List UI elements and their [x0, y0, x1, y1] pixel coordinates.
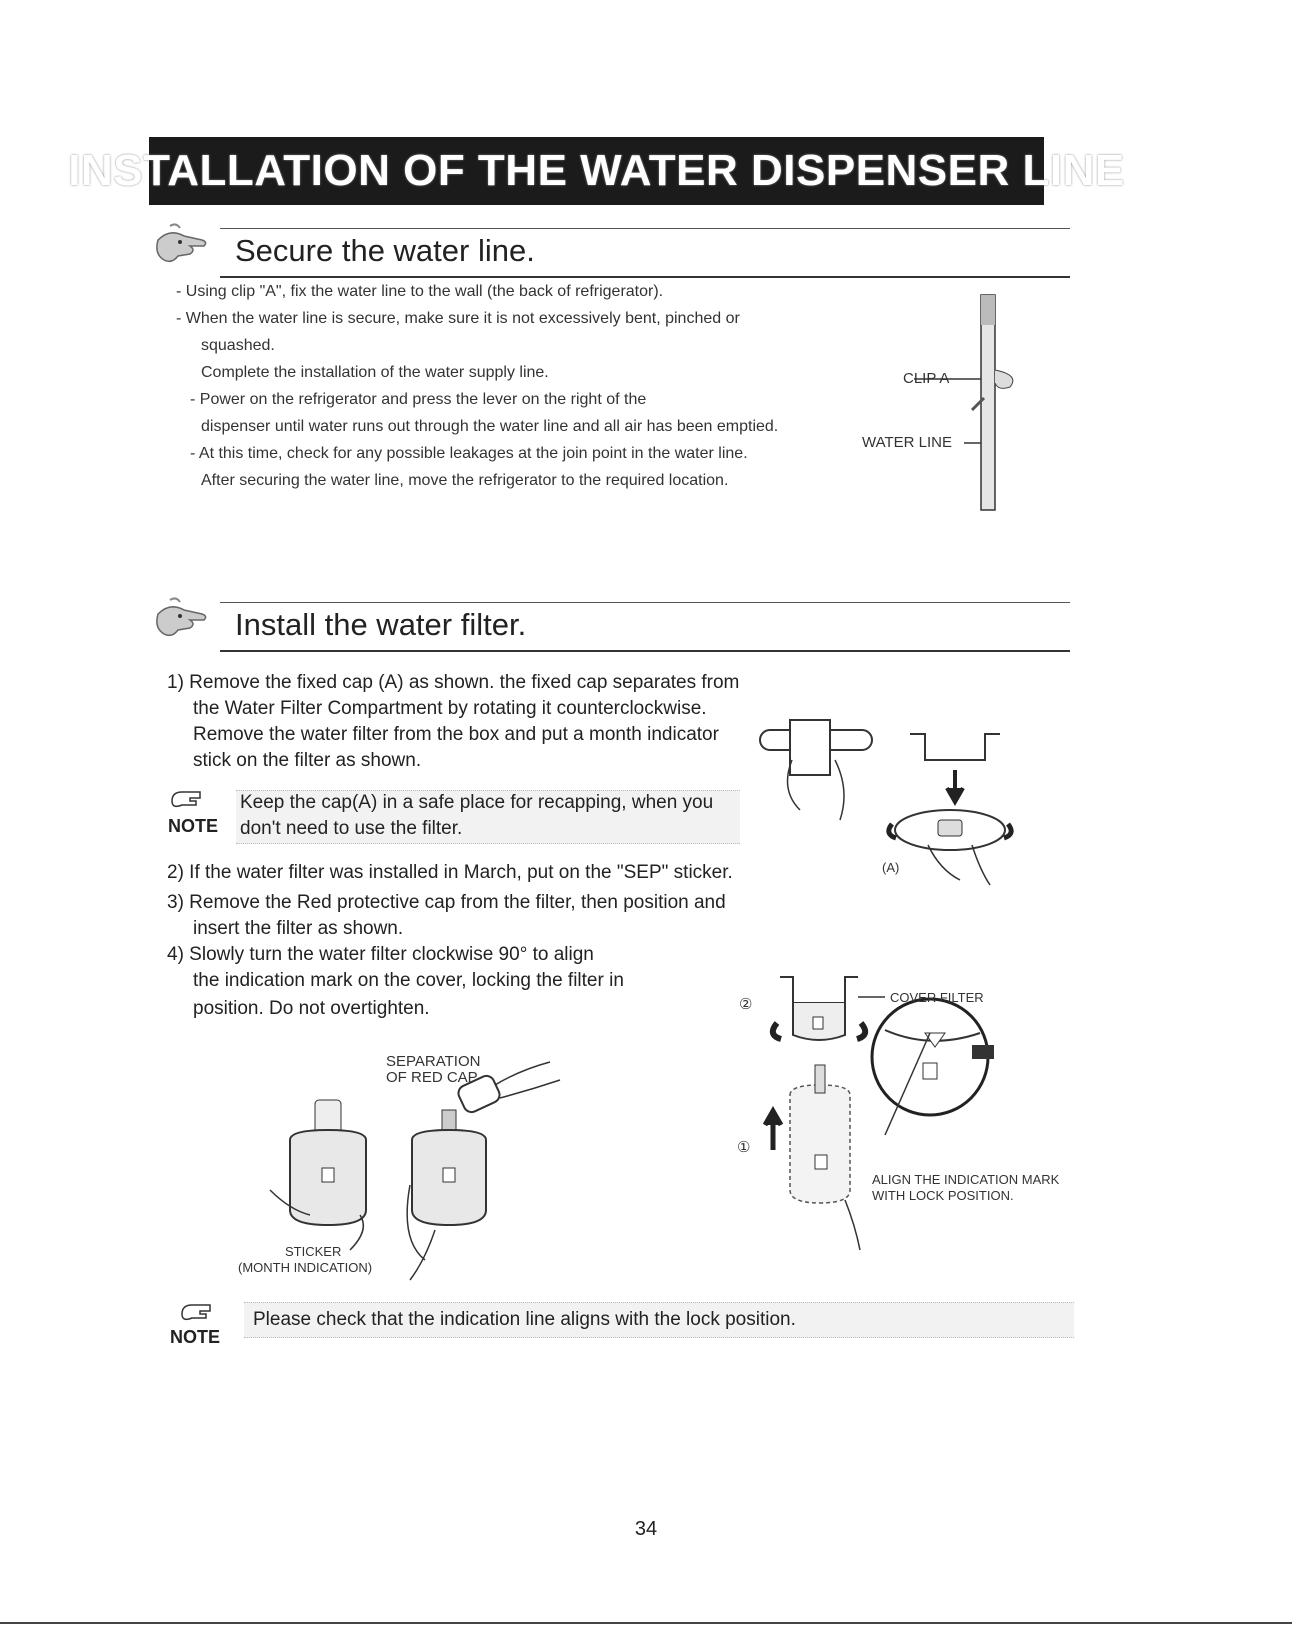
sticker-label: (MONTH INDICATION) — [238, 1260, 373, 1275]
instruction-line: - When the water line is secure, make sure it is not excessively bent, pinched or — [176, 310, 740, 327]
cover-filter-figure — [735, 975, 1065, 1285]
water-line-pipe — [981, 295, 995, 510]
step-line: 3) Remove the Red protective cap from the filter, then position and — [167, 892, 726, 913]
step-line: Remove the water filter from the box and put a month indicator — [193, 724, 719, 745]
note-text: don't need to use the filter. — [240, 818, 463, 839]
instruction-line: Complete the installation of the water supply line. — [201, 364, 549, 381]
page-title-banner — [68, 137, 1125, 205]
step-line: stick on the filter as shown. — [193, 750, 422, 771]
cap-removal-figure — [750, 720, 1050, 900]
note-text: Keep the cap(A) in a safe place for recapping, when you — [240, 792, 714, 813]
instruction-line: squashed. — [201, 337, 275, 354]
cap-a-label: (A) — [882, 860, 900, 875]
instruction-line: - At this time, check for any possible leakages at the join point in the water line. — [190, 445, 748, 462]
note-pointer-icon — [180, 1302, 220, 1324]
note-label: NOTE — [170, 1327, 221, 1347]
water-line-label: WATER LINE — [862, 434, 953, 451]
step-line: insert the filter as shown. — [193, 918, 404, 939]
sticker-label: STICKER — [285, 1244, 342, 1259]
align-label: WITH LOCK POSITION. — [872, 1188, 1014, 1203]
page-number: 34 — [634, 1518, 658, 1540]
step-line: position. Do not overtighten. — [193, 998, 430, 1019]
step-line: 1) Remove the fixed cap (A) as shown. the fixed cap separates from — [167, 672, 740, 693]
cover-filter-label: COVER FILTER — [890, 990, 984, 1005]
step-line: 2) If the water filter was installed in March, put on the "SEP" sticker. — [167, 862, 733, 883]
instruction-line: dispenser until water runs out through the water line and all air has been emptied. — [201, 418, 779, 435]
section-title: Secure the water line. — [235, 233, 535, 268]
step-two-marker: ② — [739, 996, 753, 1013]
hand-pointer-icon — [150, 220, 222, 278]
note-label: NOTE — [168, 816, 219, 836]
note-pointer-icon — [170, 789, 210, 811]
section-title: Install the water filter. — [235, 607, 527, 642]
instruction-line: - Power on the refrigerator and press the lever on the right of the — [190, 391, 647, 408]
section-heading-filter — [150, 594, 1070, 654]
step-line: the indication mark on the cover, locking the filter in — [193, 970, 624, 991]
align-label: ALIGN THE INDICATION MARK — [872, 1172, 1060, 1187]
hand-pointer-icon — [150, 594, 222, 652]
clip-a-label: CLIP A — [903, 370, 950, 387]
step-line: the Water Filter Compartment by rotating it counterclockwise. — [193, 698, 707, 719]
page-title: INSTALLATION OF THE WATER DISPENSER LINE — [68, 146, 1125, 195]
section-heading-secure — [150, 220, 1070, 280]
water-line-figure — [860, 295, 1040, 515]
instruction-line: - Using clip "A", fix the water line to the wall (the back of refrigerator). — [176, 283, 664, 300]
step-one-marker: ① — [737, 1139, 751, 1156]
bottom-divider — [0, 1622, 1292, 1624]
step-line: 4) Slowly turn the water filter clockwise 90° to align — [167, 944, 594, 965]
note-text: Please check that the indication line aligns with the lock position. — [253, 1309, 796, 1330]
clip-a-shape — [995, 370, 1013, 388]
separation-label: OF RED CAP — [386, 1069, 478, 1086]
instruction-line: After securing the water line, move the refrigerator to the required location. — [201, 472, 729, 489]
separation-label: SEPARATION — [386, 1053, 481, 1070]
